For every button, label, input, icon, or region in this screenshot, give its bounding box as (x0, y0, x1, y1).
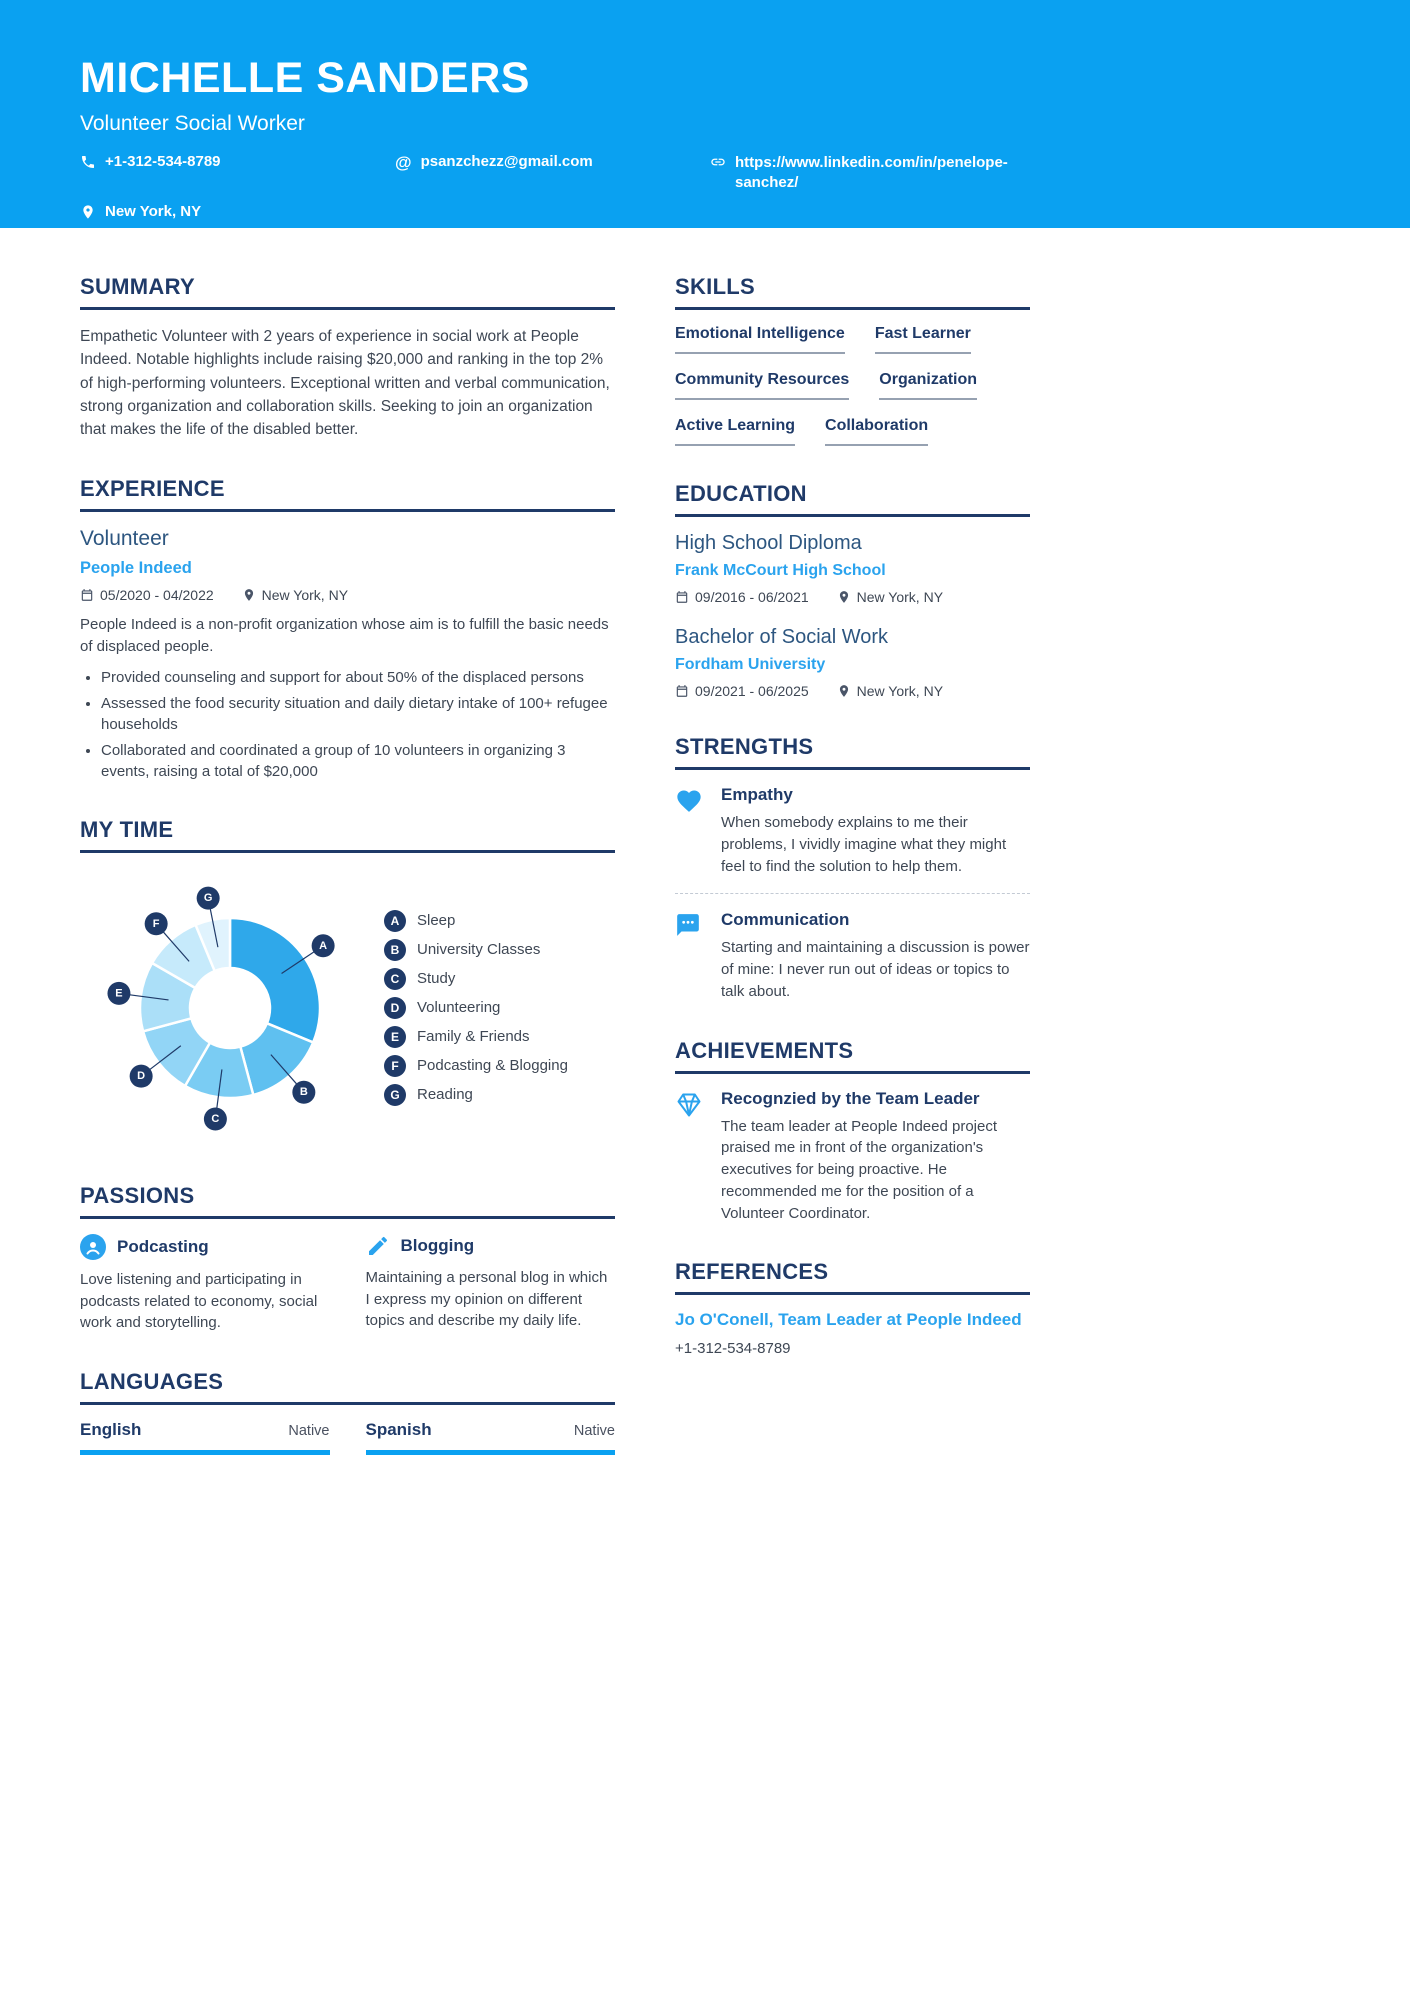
chat-icon (675, 912, 701, 938)
strength-entry (675, 910, 1030, 1002)
pencil-icon (366, 1234, 390, 1258)
contact-row-2 (80, 203, 1330, 220)
divider (675, 893, 1030, 894)
legend-item (384, 939, 568, 961)
achievement-entry (675, 1089, 1030, 1225)
legend-letter-badge: C (384, 968, 406, 990)
my-time-heading: MY TIME (80, 817, 615, 853)
education-location (837, 589, 943, 605)
job-meta (80, 587, 615, 603)
reference-name: Jo O'Conell, Team Leader at People Indeed (675, 1310, 1022, 1330)
education-meta (675, 683, 1030, 699)
linkedin-link[interactable] (710, 153, 1010, 192)
skill-tag: Active Learning (675, 417, 795, 446)
calendar-icon (80, 588, 94, 602)
svg-text:E: E (115, 987, 123, 1000)
school-name: Frank McCourt High School (675, 562, 886, 579)
passion-podcasting (80, 1234, 330, 1334)
legend-item (384, 1084, 568, 1106)
achievement-text: The team leader at People Indeed project praised me in front of the organization's executives for being proactive. He recommended me for the position of a Volunteer Coordinator. (721, 1117, 998, 1222)
email-icon: @ (395, 153, 412, 172)
calendar-icon (675, 590, 689, 604)
svg-text:B: B (299, 1085, 308, 1098)
legend-label: Reading (417, 1086, 473, 1104)
passions-heading: PASSIONS (80, 1183, 615, 1219)
strength-entry (675, 785, 1030, 877)
legend-label: Volunteering (417, 999, 501, 1017)
language-spanish (366, 1420, 616, 1455)
references-heading: REFERENCES (675, 1259, 1030, 1295)
svg-text:C: C (211, 1112, 220, 1125)
degree-title: High School Diploma (675, 532, 862, 554)
skills-heading: SKILLS (675, 274, 1030, 310)
passion-blogging (366, 1234, 616, 1334)
language-row (80, 1420, 330, 1440)
summary-heading: SUMMARY (80, 274, 615, 310)
achievements-heading: ACHIEVEMENTS (675, 1038, 1030, 1074)
strengths-heading: STRENGTHS (675, 734, 1030, 770)
skill-tag: Fast Learner (875, 325, 971, 354)
job-description: People Indeed is a non-profit organization whose aim is to fulfill the basic needs of displaced people. (80, 616, 609, 655)
podcast-icon (80, 1234, 106, 1260)
job-location (242, 587, 348, 603)
passion-title: Blogging (400, 1235, 475, 1255)
language-name: Spanish (365, 1420, 432, 1439)
location-item (80, 203, 395, 220)
reference-phone: +1-312-534-8789 (675, 1340, 791, 1358)
education-dates (675, 589, 809, 605)
svg-text:G: G (203, 891, 213, 904)
education-section (675, 481, 1030, 699)
email-link[interactable] (395, 153, 710, 171)
phone-text: +1-312-534-8789 (105, 153, 221, 170)
achievement-title: Recognzied by the Team Leader (721, 1088, 980, 1108)
education-dates (675, 683, 809, 699)
job-title: Volunteer (80, 527, 169, 551)
location-pin-icon (837, 684, 851, 698)
svg-text:F: F (152, 917, 160, 930)
achievement-icon-wrap (675, 1089, 707, 1225)
education-entry (675, 532, 1030, 605)
donut-segment-A (230, 918, 320, 1042)
location-pin-icon (837, 590, 851, 604)
diamond-icon (675, 1091, 703, 1119)
education-location-text: New York, NY (856, 589, 944, 605)
language-row (366, 1420, 616, 1440)
my-time-body (80, 868, 615, 1148)
language-name: English (80, 1420, 142, 1439)
legend-letter-badge: B (384, 939, 406, 961)
skill-tag: Organization (879, 371, 977, 400)
skill-tag: Emotional Intelligence (675, 325, 845, 354)
strength-body (721, 785, 1030, 877)
legend-letter-badge: A (384, 910, 406, 932)
job-location-text: New York, NY (261, 587, 349, 604)
degree-title: Bachelor of Social Work (675, 626, 889, 648)
passion-text: Maintaining a personal blog in which I express my opinion on different topics and describe my daily life. (365, 1268, 608, 1330)
language-proficiency-bar (366, 1450, 616, 1455)
legend-letter-badge: D (384, 997, 406, 1019)
content (80, 228, 1030, 1490)
passions-section (80, 1183, 615, 1334)
strength-title: Communication (721, 910, 850, 930)
heart-icon (675, 787, 703, 815)
linkedin-text: https://www.linkedin.com/in/penelope-sanchez/ (735, 154, 1008, 191)
legend-label: Sleep (417, 912, 456, 930)
contact-row-1 (80, 153, 1330, 192)
phone-icon (80, 154, 96, 170)
summary-text: Empathetic Volunteer with 2 years of experience in social work at People Indeed. Notable highlights include raising $20,000 and ranking in the top 2% of high-performing volunteers. Exceptional written and verbal communication, strong organization and collaboration skills. Seeking to join an organization that makes the life of the disabled better. (80, 328, 610, 438)
language-level: Native (288, 1423, 330, 1439)
email-text: psanzchezz@gmail.com (420, 153, 593, 170)
education-location-text: New York, NY (856, 683, 944, 699)
right-column (675, 274, 1030, 1490)
job-bullet: • Provided counseling and support for about 50% of the displaced persons (101, 667, 615, 688)
strength-icon-wrap (675, 910, 707, 1002)
legend-item (384, 968, 568, 990)
languages-body (80, 1420, 615, 1455)
references-section (675, 1259, 1030, 1357)
education-dates-text: 09/2016 - 06/2021 (695, 589, 809, 605)
left-column (80, 274, 615, 1490)
candidate-name: MICHELLE SANDERS (80, 54, 530, 102)
job-dates-text: 05/2020 - 04/2022 (100, 587, 214, 604)
skills-section (675, 274, 1030, 446)
languages-section (80, 1369, 615, 1455)
my-time-donut-chart (80, 868, 380, 1148)
legend-item (384, 910, 568, 932)
job-bullet: • Collaborated and coordinated a group of 10 volunteers in organizing 3 events, raising a total of $20,000 (101, 740, 615, 782)
education-meta (675, 589, 1030, 605)
passion-head (80, 1234, 330, 1260)
calendar-icon (675, 684, 689, 698)
achievements-section (675, 1038, 1030, 1225)
job-bullets (80, 667, 615, 782)
legend-letter-badge: F (384, 1055, 406, 1077)
location-pin-icon (242, 588, 256, 602)
contact-info (80, 153, 1330, 220)
legend-letter-badge: G (384, 1084, 406, 1106)
skill-tag: Community Resources (675, 371, 849, 400)
language-english (80, 1420, 330, 1455)
achievement-body (721, 1089, 1030, 1225)
experience-heading: EXPERIENCE (80, 476, 615, 512)
passion-text: Love listening and participating in podcasts related to economy, social work and storytelling. (80, 1270, 318, 1332)
legend-item (384, 1026, 568, 1048)
education-heading: EDUCATION (675, 481, 1030, 517)
strength-icon-wrap (675, 785, 707, 877)
education-entry (675, 626, 1030, 699)
svg-text:D: D (137, 1069, 146, 1082)
summary-section (80, 274, 615, 441)
passions-body (80, 1234, 615, 1334)
experience-entry (80, 527, 615, 782)
strength-text: When somebody explains to me their problems, I vividly imagine what they might feel to find the solution to help them. (721, 814, 1007, 875)
strength-title: Empathy (721, 785, 793, 804)
my-time-section (80, 817, 615, 1148)
candidate-title: Volunteer Social Worker (80, 112, 305, 135)
my-time-legend (384, 910, 568, 1106)
passion-head (366, 1234, 616, 1258)
skill-tag: Collaboration (825, 417, 928, 446)
location-text: New York, NY (105, 203, 202, 220)
link-icon (710, 154, 726, 170)
company-name: People Indeed (80, 559, 192, 578)
language-level: Native (573, 1423, 615, 1439)
education-location (837, 683, 943, 699)
legend-item (384, 997, 568, 1019)
job-dates (80, 587, 214, 603)
header (0, 0, 1410, 228)
legend-label: University Classes (417, 941, 541, 959)
skills-list (675, 325, 1030, 446)
school-name: Fordham University (675, 656, 826, 673)
education-dates-text: 09/2021 - 06/2025 (695, 683, 809, 699)
legend-label: Study (417, 970, 456, 988)
experience-section (80, 476, 615, 782)
phone-link[interactable] (80, 153, 395, 170)
language-proficiency-bar (80, 1450, 330, 1455)
svg-text:A: A (319, 939, 328, 952)
languages-heading: LANGUAGES (80, 1369, 615, 1405)
strength-text: Starting and maintaining a discussion is power of mine: I never run out of ideas or topics to talk about. (721, 939, 1030, 1000)
legend-label: Podcasting & Blogging (417, 1057, 568, 1075)
passion-title: Podcasting (117, 1236, 209, 1256)
location-pin-icon (80, 204, 96, 220)
strength-body (721, 910, 1030, 1002)
job-bullet: • Assessed the food security situation and daily dietary intake of 100+ refugee households (101, 693, 615, 735)
legend-item (384, 1055, 568, 1077)
legend-label: Family & Friends (417, 1028, 530, 1046)
strengths-section (675, 734, 1030, 1003)
legend-letter-badge: E (384, 1026, 406, 1048)
